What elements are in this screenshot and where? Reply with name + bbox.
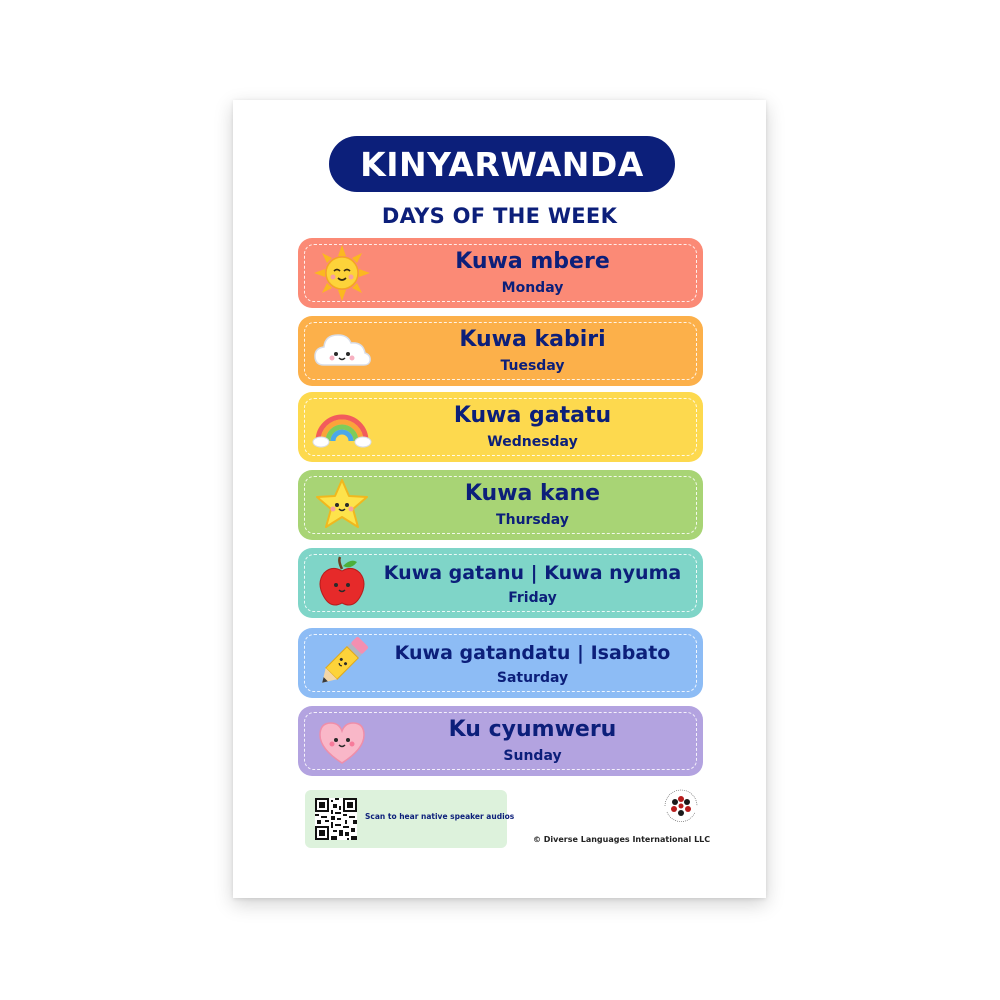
day-card-friday — [298, 548, 703, 618]
day-native-name: Ku cyumweru — [448, 717, 617, 742]
day-english-name: Thursday — [496, 512, 569, 528]
qr-code-icon[interactable] — [315, 798, 357, 840]
day-card-saturday — [298, 628, 703, 698]
day-native-name: Kuwa gatandatu | Isabato — [394, 642, 671, 664]
day-card-tuesday — [298, 316, 703, 386]
cloud-icon — [312, 321, 372, 381]
day-english-name: Sunday — [503, 748, 562, 764]
pencil-icon — [312, 633, 372, 693]
page-title — [329, 136, 675, 192]
day-native-name: Kuwa gatanu | Kuwa nyuma — [383, 562, 682, 584]
day-native-name: Kuwa kabiri — [459, 327, 606, 352]
day-card-thursday — [298, 470, 703, 540]
day-native-name: Kuwa kane — [464, 481, 601, 506]
qr-caption: Scan to hear native speaker audios — [365, 812, 515, 821]
day-card-monday — [298, 238, 703, 308]
day-native-name: Kuwa mbere — [455, 249, 610, 274]
title-text: KINYARWANDA — [360, 144, 644, 184]
day-english-name: Friday — [508, 590, 557, 606]
day-english-name: Wednesday — [487, 434, 578, 450]
star-icon — [312, 475, 372, 535]
page-subtitle: DAYS OF THE WEEK — [381, 204, 618, 228]
day-english-name: Tuesday — [500, 358, 565, 374]
heart-icon — [312, 711, 372, 771]
poster — [233, 100, 766, 898]
rainbow-icon — [312, 397, 372, 457]
sun-icon — [312, 243, 372, 303]
day-english-name: Saturday — [496, 670, 569, 686]
apple-icon — [312, 553, 372, 613]
qr-panel — [305, 790, 515, 848]
day-card-wednesday — [298, 392, 703, 462]
day-english-name: Monday — [501, 280, 564, 296]
day-native-name: Kuwa gatatu — [453, 403, 612, 428]
day-card-sunday — [298, 706, 703, 776]
company-logo — [661, 786, 701, 826]
copyright-text: © Diverse Languages International LLC — [533, 835, 711, 844]
